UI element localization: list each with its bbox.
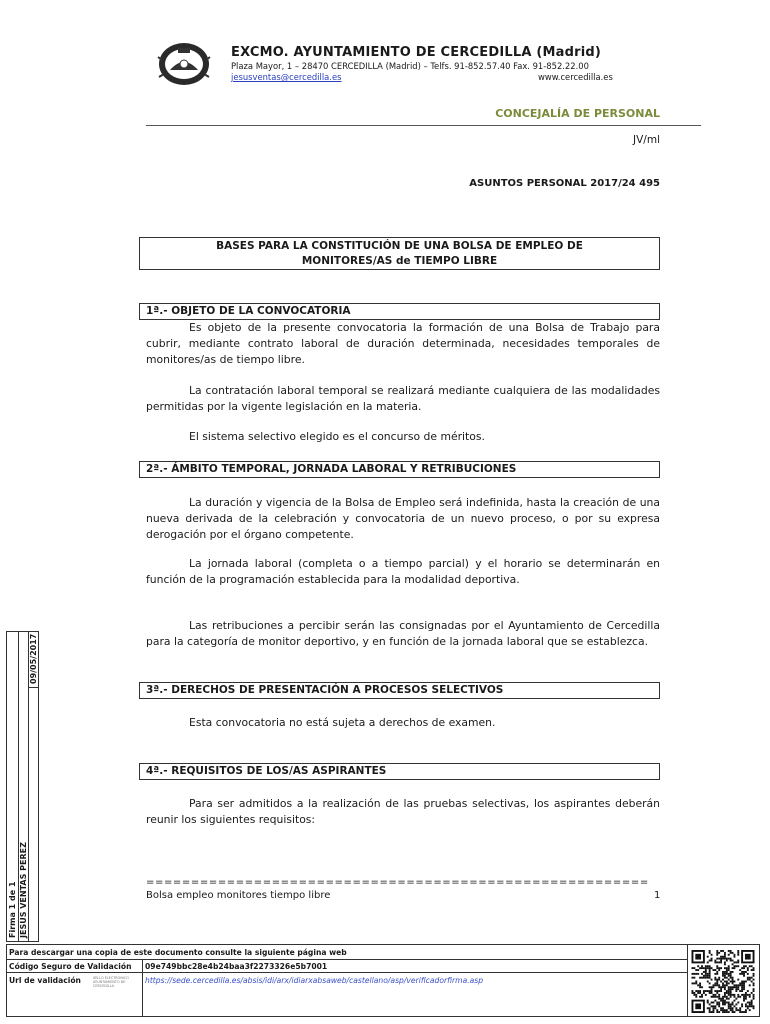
section-3-paragraph-1: Esta convocatoria no está sujeta a derechos de examen. — [189, 716, 496, 729]
crest-logo — [156, 40, 212, 88]
header-email-link[interactable]: jesusventas@cercedilla.es — [231, 72, 342, 82]
validation-row-divider-1 — [7, 959, 687, 960]
validation-qr-code — [690, 950, 756, 1013]
document-title — [139, 237, 660, 270]
signature-date-divider — [28, 687, 39, 688]
validation-box — [6, 944, 760, 1017]
section-1-paragraph-2: La contratación laboral temporal se realizará mediante cualquiera de las modalidades permitidas por la vigente legislación en la materia. — [146, 384, 660, 413]
reference-code: JV/ml — [633, 134, 660, 146]
validation-code-value: 09e749bbc28e4b24baa3f2273326e5b7001 — [145, 962, 328, 971]
validation-row-divider-2 — [7, 972, 687, 973]
section-2-paragraph-1: La duración y vigencia de la Bolsa de Empleo será indefinida, hasta la creación de una nueva derivada de la celebración y convocatoria de un nuevo proceso, o por su expresa derogación por el órgano competente. — [146, 496, 660, 541]
validation-qr-divider — [687, 945, 688, 1016]
section-4-heading: 4ª.- REQUISITOS DE LOS/AS ASPIRANTES — [139, 763, 660, 780]
header-address: Plaza Mayor, 1 – 28470 CERCEDILLA (Madrid) – Telfs. 91-852.57.40 Fax. 91-852.22.00 — [231, 61, 589, 71]
signature-col-signer — [18, 632, 29, 941]
validation-col-divider — [142, 959, 143, 1016]
signature-stamp — [6, 631, 39, 942]
validation-code-label: Código Seguro de Validación — [9, 962, 132, 971]
section-2-heading: 2ª.- ÁMBITO TEMPORAL, JORNADA LABORAL Y RETRIBUCIONES — [139, 461, 660, 478]
header-title: EXCMO. AYUNTAMIENTO DE CERCEDILLA (Madrid) — [231, 45, 602, 60]
footer-separator: ======================================================== — [146, 877, 649, 888]
footer-document-name: Bolsa empleo monitores tiempo libre — [146, 890, 331, 901]
section-4-paragraph-1: Para ser admitidos a la realización de las pruebas selectivas, los aspirantes deberán reunir los siguientes requisitos: — [146, 797, 660, 826]
validation-url-label: Url de validación — [9, 976, 81, 985]
validation-url-link[interactable]: https://sede.cercedilla.es/absis/idi/arx/idiarxabsaweb/castellano/asp/verificadorfirma.asp — [145, 976, 484, 985]
department-label: CONCEJALÍA DE PERSONAL — [495, 107, 660, 120]
validation-seal-text: SELLO ELECTRONICO AYUNTAMIENTO DE CERCEDILLA — [93, 976, 129, 988]
footer-page-number: 1 — [654, 890, 661, 901]
signature-signer-name: JESUS VENTAS PEREZ — [19, 842, 28, 938]
document-title-line1: BASES PARA LA CONSTITUCIÓN DE UNA BOLSA DE EMPLEO DE — [216, 240, 583, 252]
validation-download-text: Para descargar una copia de este documento consulte la siguiente página web — [9, 948, 347, 957]
signature-firma-label: Firma 1 de 1 — [8, 881, 17, 938]
document-title-line2: MONITORES/AS de TIEMPO LIBRE — [301, 255, 498, 267]
header-website: www.cercedilla.es — [538, 72, 613, 82]
section-1-paragraph-3: El sistema selectivo elegido es el concurso de méritos. — [189, 430, 485, 443]
section-2-paragraph-3: Las retribuciones a percibir serán las consignadas por el Ayuntamiento de Cercedilla para la categoría de monitor deportivo, y en función de la jornada laboral que se establezca. — [146, 619, 660, 648]
section-2-paragraph-2: La jornada laboral (completa o a tiempo parcial) y el horario se determinarán en función de la programación establecida para la modalidad deportiva. — [146, 557, 660, 586]
asunto-label: ASUNTOS PERSONAL 2017/24 495 — [469, 178, 660, 189]
section-1-heading: 1ª.- OBJETO DE LA CONVOCATORIA — [139, 303, 660, 320]
header-divider — [146, 125, 701, 126]
signature-date: 09/05/2017 — [29, 633, 38, 684]
section-3-heading: 3ª.- DERECHOS DE PRESENTACIÓN A PROCESOS SELECTIVOS — [139, 682, 660, 699]
section-1-paragraph-1: Es objeto de la presente convocatoria la formación de una Bolsa de Trabajo para cubrir, mediante contrato laboral de duración determinada, necesidades temporales de monitores/as de tiempo libre. — [146, 321, 660, 366]
